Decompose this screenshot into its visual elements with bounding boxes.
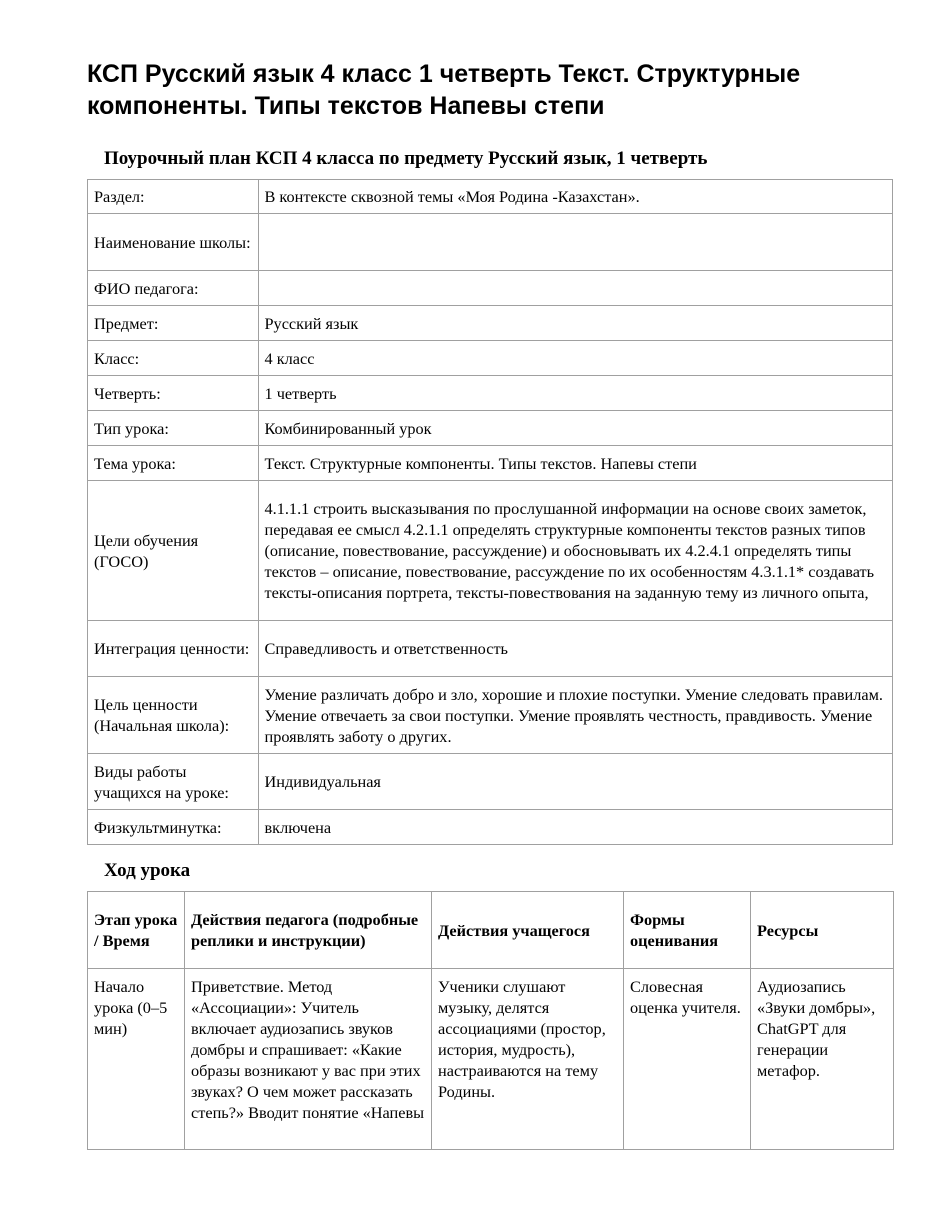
row-label: Тип урока: bbox=[88, 411, 259, 446]
row-value: Русский язык bbox=[258, 306, 893, 341]
row-value: Комбинированный урок bbox=[258, 411, 893, 446]
table-header-row bbox=[88, 892, 894, 969]
row-value bbox=[258, 214, 893, 271]
row-label: Четверть: bbox=[88, 376, 259, 411]
row-value: 4.1.1.1 строить высказывания по прослушанной информации на основе своих заметок, передавая ее смысл 4.2.1.1 определять структурные компоненты текстов разных типов (описание, повествование, рассуждение) и обосновывать их 4.2.4.1 определять типы текстов – описание, повествование, рассуждение по их особенностям 4.3.1.1* создавать тексты-описания портрета, тексты-повествования на заданную тему из личного опыта, bbox=[258, 481, 893, 621]
column-header-student: Действия учащегося bbox=[432, 892, 624, 969]
column-header-teacher: Действия педагога (подробные реплики и инструкции) bbox=[185, 892, 432, 969]
column-header-stage: Этап урока / Время bbox=[88, 892, 185, 969]
row-value: Справедливость и ответственность bbox=[258, 621, 893, 677]
assessment-cell: Словесная оценка учителя. bbox=[624, 969, 751, 1150]
lesson-progress-heading: Ход урока bbox=[104, 860, 191, 881]
row-label: Цель ценности (Начальная школа): bbox=[88, 677, 259, 754]
row-label: Тема урока: bbox=[88, 446, 259, 481]
table-row bbox=[88, 411, 893, 446]
row-label: Интеграция ценности: bbox=[88, 621, 259, 677]
table-row bbox=[88, 446, 893, 481]
resources-cell: Аудиозапись «Звуки домбры», ChatGPT для генерации метафор. bbox=[751, 969, 894, 1150]
row-value: 4 класс bbox=[258, 341, 893, 376]
column-header-resources: Ресурсы bbox=[751, 892, 894, 969]
table-row bbox=[88, 214, 893, 271]
row-value: Умение различать добро и зло, хорошие и плохие поступки. Умение следовать правилам. Умение отвечаеть за свои поступки. Умение проявлять честность, правдивость. Умение проявлять заботу о других. bbox=[258, 677, 893, 754]
row-value bbox=[258, 271, 893, 306]
table-row bbox=[88, 810, 893, 845]
stage-cell: Начало урока (0–5 мин) bbox=[88, 969, 185, 1150]
table-row bbox=[88, 306, 893, 341]
table-row bbox=[88, 969, 894, 1150]
plan-heading: Поурочный план КСП 4 класса по предмету Русский язык, 1 четверть bbox=[104, 148, 708, 169]
row-label: ФИО педагога: bbox=[88, 271, 259, 306]
row-label: Класс: bbox=[88, 341, 259, 376]
row-value: В контексте сквозной темы «Моя Родина -Казахстан». bbox=[258, 180, 893, 214]
row-value: Текст. Структурные компоненты. Типы текстов. Напевы степи bbox=[258, 446, 893, 481]
table-row bbox=[88, 180, 893, 214]
lesson-plan-table bbox=[87, 179, 893, 845]
table-row bbox=[88, 376, 893, 411]
student-actions-cell: Ученики слушают музыку, делятся ассоциациями (простор, история, мудрость), настраиваются на тему Родины. bbox=[432, 969, 624, 1150]
row-value: Индивидуальная bbox=[258, 754, 893, 810]
table-row bbox=[88, 754, 893, 810]
row-label: Наименование школы: bbox=[88, 214, 259, 271]
table-row bbox=[88, 271, 893, 306]
table-row bbox=[88, 677, 893, 754]
table-row bbox=[88, 621, 893, 677]
row-label: Физкультминутка: bbox=[88, 810, 259, 845]
table-row bbox=[88, 481, 893, 621]
table-row bbox=[88, 341, 893, 376]
row-value: 1 четверть bbox=[258, 376, 893, 411]
column-header-assessment: Формы оценивания bbox=[624, 892, 751, 969]
row-label: Раздел: bbox=[88, 180, 259, 214]
row-value: включена bbox=[258, 810, 893, 845]
lesson-steps-table bbox=[87, 891, 894, 1150]
row-label: Предмет: bbox=[88, 306, 259, 341]
teacher-actions-cell: Приветствие. Метод «Ассоциации»: Учитель включает аудиозапись звуков домбры и спрашивает: «Какие образы возникают у вас при этих звуках? О чем может рассказать степь?» Вводит понятие «Напевы bbox=[185, 969, 432, 1150]
row-label: Виды работы учащихся на уроке: bbox=[88, 754, 259, 810]
document-title: КСП Русский язык 4 класс 1 четверть Текст. Структурные компоненты. Типы текстов Напевы степи bbox=[87, 60, 801, 120]
row-label: Цели обучения (ГОСО) bbox=[88, 481, 259, 621]
